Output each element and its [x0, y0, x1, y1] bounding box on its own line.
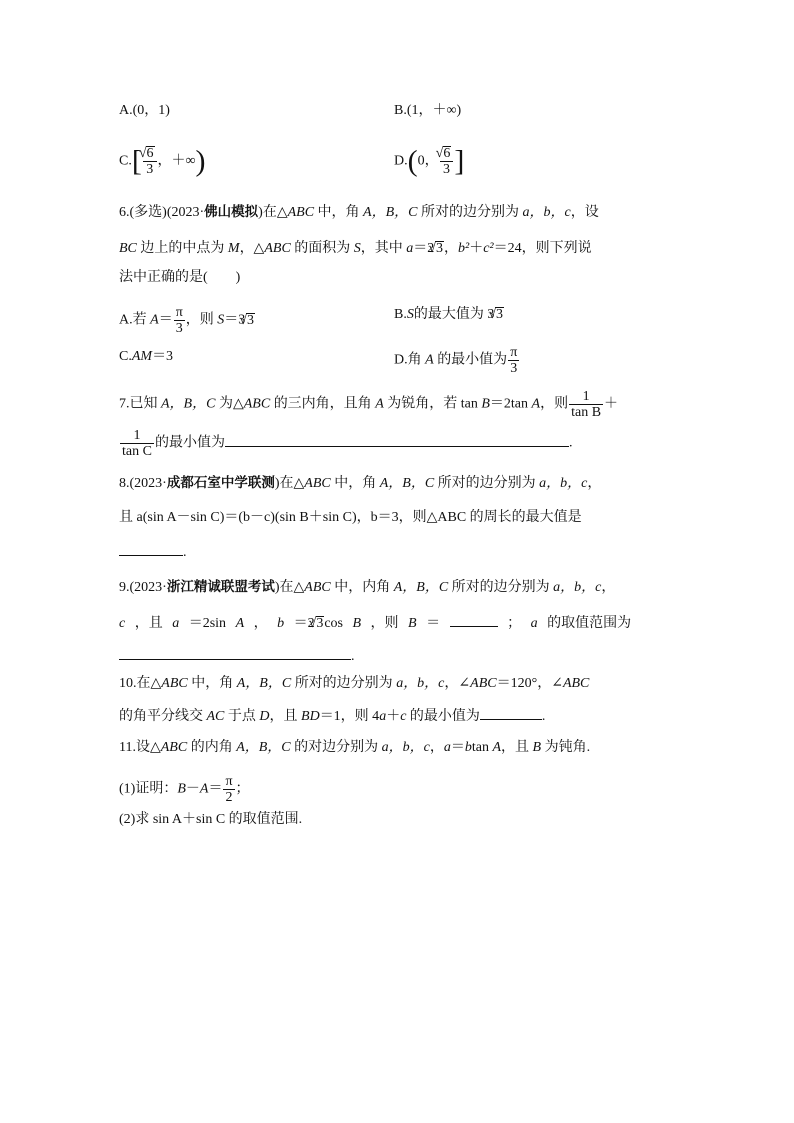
q10-line-2: 的角平分线交 AC 于点 D，且 BD＝1，则 4a＋c 的最小值为 . — [119, 705, 545, 727]
q8-answer-blank[interactable] — [119, 541, 183, 556]
q6-option-a: A.若 A＝ $\frac{\pi}{3}$ ，则 S＝3√ 3 — [119, 305, 255, 336]
q5-option-b: B.(1，＋∞) — [394, 103, 462, 118]
q9-answer-blank-1[interactable] — [450, 612, 498, 627]
q5-d-fraction: √ $\frac{6}{3}$ — [440, 146, 454, 177]
q8-source: 成都石室中学联测 — [166, 475, 275, 491]
q5-option-d: D.(0， √ $\frac{6}{3}$ ] — [394, 146, 464, 177]
q5-c-fraction: √ $\frac{6}{3}$ — [143, 146, 157, 177]
q8-line-1: 8.(2023·成都石室中学联测)在△ABC 中，角 A，B，C 所对的边分别为 a，b，c， — [119, 475, 602, 491]
q6-source: 佛山模拟 — [204, 204, 259, 220]
q7-fraction-2: $\frac{1}{\text{tan C}}$ — [122, 428, 152, 459]
q6-option-b: B.S的最大值为 3√ 3 — [394, 305, 504, 325]
q5-option-a: A.(0，1) — [119, 103, 170, 118]
q7-line-2: $\frac{1}{\text{tan C}}$ 的最小值为 . — [122, 428, 573, 459]
q9-line-3: . — [119, 645, 355, 667]
q6-d-fraction: $\frac{\pi}{3}$ — [510, 345, 518, 376]
q9-line-1: 9.(2023·浙江精诚联盟考试)在△ABC 中，内角 A，B，C 所对的边分别为 a，b，c， — [119, 579, 616, 595]
q6-line-2: BC 边上的中点为 M，△ABC 的面积为 S，其中 a＝2√ 3，b²＋c²＝24，则下列说 — [119, 239, 592, 259]
q10-line-1: 10.在△ABC 中，角 A，B，C 所对的边分别为 a，b，c，∠ABC＝120°，∠ABC — [119, 676, 590, 691]
q8-line-3: . — [119, 541, 187, 563]
q11-part-2: (2)求 sin A＋sin C 的取值范围. — [119, 812, 303, 827]
q6-option-c: C.AM＝3 — [119, 349, 174, 364]
q11-fraction: $\frac{\pi}{2}$ — [225, 774, 233, 805]
q11-line-1: 11.设△ABC 的内角 A，B，C 的对边分别为 a，b，c，a＝btan A，且 B 为钝角. — [119, 740, 591, 755]
right-paren: ) — [195, 144, 206, 178]
q11-part-1: (1)证明：B－A＝ $\frac{\pi}{2}$ ； — [119, 774, 250, 805]
q9-answer-blank-2[interactable] — [119, 645, 351, 660]
q7-line-1: 7.已知 A，B，C 为△ABC 的三内角，且角 A 为锐角，若 tan B＝2tan A，则 $\frac{1}{\text{tan B}}$ ＋ — [119, 389, 619, 420]
right-bracket: ] — [454, 144, 465, 178]
left-bracket: [ — [131, 144, 142, 178]
q8-line-2: 且 a(sin A－sin C)＝(b－c)(sin B＋sin C)，b＝3，则△ABC 的周长的最大值是 — [119, 510, 582, 525]
q9-line-2: c ，且 a ＝2sin A ， b ＝2√ 3cos B ，则 B ＝ ； a 的取值范围为 — [119, 612, 631, 634]
q7-fraction-1: $\frac{1}{\text{tan B}}$ — [571, 389, 602, 420]
q6-line-1: 6.(多选)(2023·佛山模拟)在△ABC 中，角 A，B，C 所对的边分别为 a，b，c，设 — [119, 204, 599, 220]
left-paren: ( — [407, 144, 418, 178]
q7-answer-blank[interactable] — [225, 432, 569, 447]
q9-source: 浙江精诚联盟考试 — [166, 579, 275, 595]
q6-option-d: D.角 A 的最小值为 $\frac{\pi}{3}$ — [394, 345, 518, 376]
q5-c-label: C. — [119, 153, 132, 169]
q6-a-fraction: $\frac{\pi}{3}$ — [175, 305, 183, 336]
q6-line-3: 法中正确的是( ) — [119, 270, 241, 285]
q5-option-c: C.[ √ $\frac{6}{3}$ ，＋∞) — [119, 146, 206, 177]
q10-answer-blank[interactable] — [480, 705, 542, 720]
